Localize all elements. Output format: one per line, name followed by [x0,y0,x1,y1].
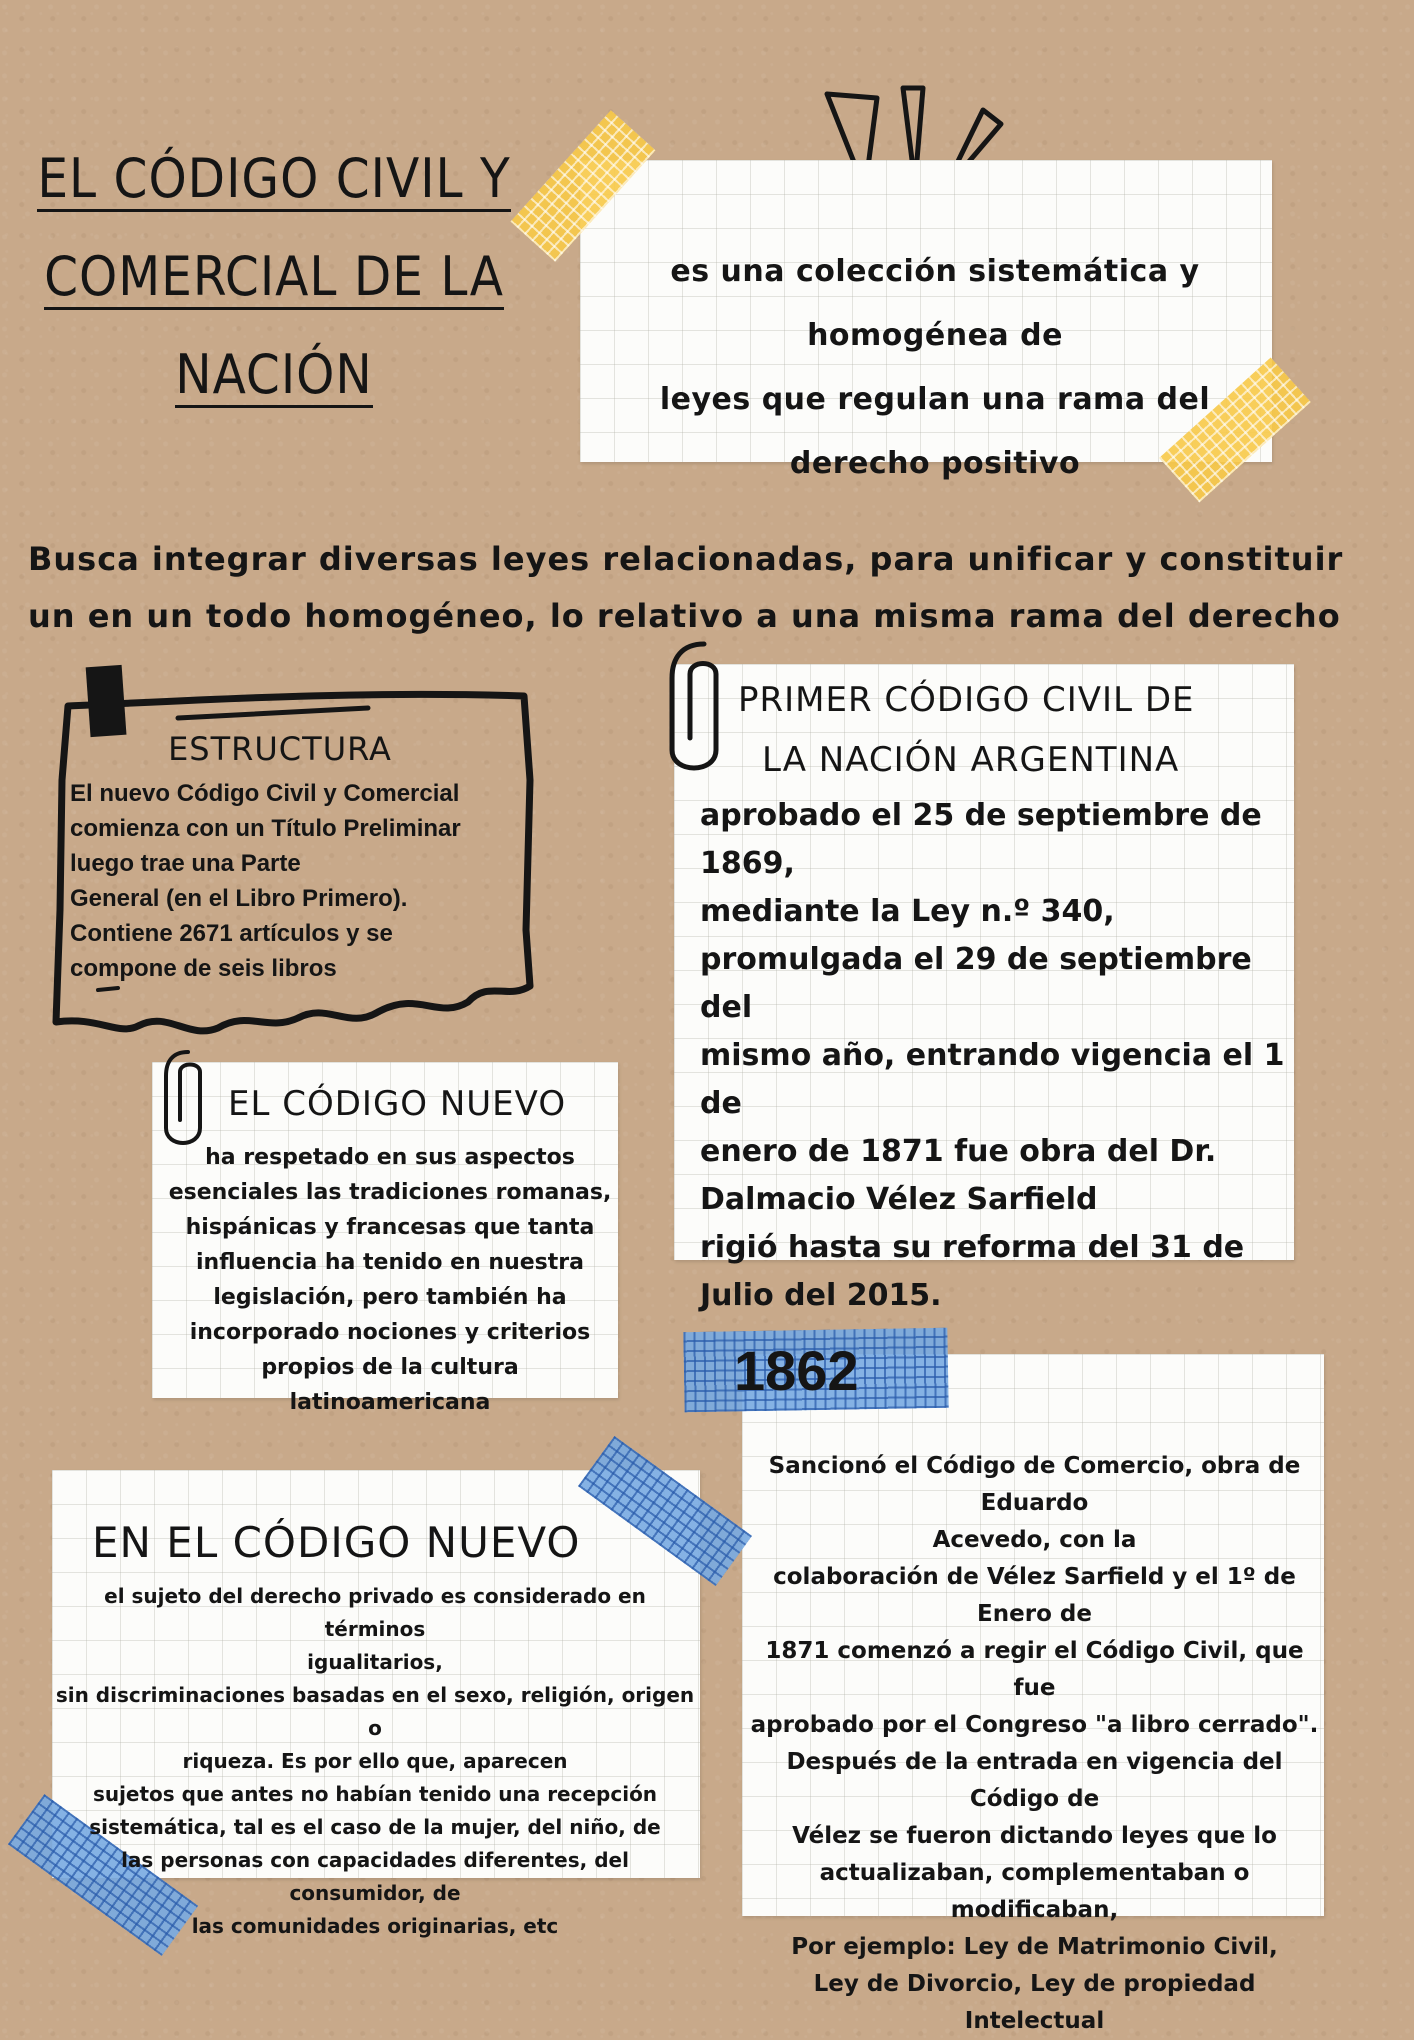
en-codigo-nuevo-title: EN EL CÓDIGO NUEVO [92,1518,581,1567]
codigo-nuevo-body: ha respetado en sus aspectos esenciales las tradiciones romanas, hispánicas y francesas que tanta influencia ha tenido en nuestra legislación, pero también ha incorporado nociones y criterios propios de la cultura latinoamericana [168,1145,612,1415]
primer-codigo-body: aprobado el 25 de septiembre de 1869, mediante la Ley n.º 340, promulgada el 29 de septiembre del mismo año, entrando vigencia el 1 de enero de 1871 fue obra del Dr. Dalmacio Vélez Sarfield rigió hasta su reforma del 31 de Julio del 2015. [700,798,1285,1313]
page-title [24,130,524,424]
year-1862-body: Sancionó el Código de Comercio, obra de Eduardo Acevedo, con la colaboración de Vélez Sarfield y el 1º de Enero de 1871 comenzó a regir el Código Civil, que fue aprobado por el Congreso "a libro cerrado". Después de la entrada en vigencia del Código de Vélez se fueron dictando leyes que lo actualizaban, complementaban o modificaban, Por ejemplo: Ley de Matrimonio Civil, Ley de Divorcio, Ley de propiedad Intelectual [750,1453,1319,2034]
paper-clip-icon [660,634,740,784]
estructura-body: El nuevo Código Civil y Comercial comienza con un Título Preliminar luego trae una Parte General (en el Libro Primero). Contiene 2671 artículos y se compone de seis libros [70,780,461,982]
paper-clip-small-icon [156,1044,216,1154]
title-line-3: NACIÓN [175,343,373,406]
codigo-nuevo-title: EL CÓDIGO NUEVO [228,1084,567,1124]
en-codigo-nuevo-body: el sujeto del derecho privado es considerado en términos igualitarios, sin discriminaciones basadas en el sexo, religión, origen o riqueza. Es por ello que, aparecen sujetos que antes no habían tenido una recepción sistemática, tal es el caso de la mujer, del niño, de las personas con capacidades diferentes, del consumidor, de las comunidades originarias, etc [55,1584,695,1938]
title-line-1: EL CÓDIGO CIVIL Y [37,147,511,210]
intro-text: Busca integrar diversas leyes relacionadas, para unificar y constituir un en un todo homogéneo, lo relativo a una misma rama del derecho [28,540,1344,635]
estructura-title: ESTRUCTURA [168,730,392,768]
year-1862-label: 1862 [734,1339,859,1402]
title-line-2: COMERCIAL DE LA [44,245,504,308]
primer-codigo-title-line1: PRIMER CÓDIGO CIVIL DE [738,680,1195,720]
definition-text: es una colección sistemática y homogénea de leyes que regulan una rama del derecho positivo [659,254,1211,481]
primer-codigo-title-line2: LA NACIÓN ARGENTINA [762,740,1180,780]
